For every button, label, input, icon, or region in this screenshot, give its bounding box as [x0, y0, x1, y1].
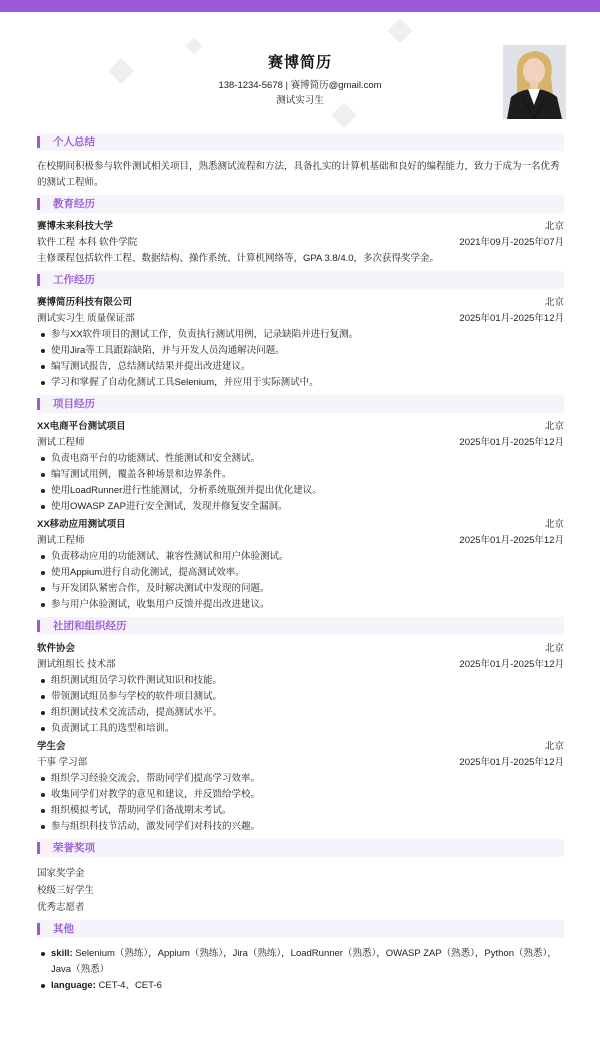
list-item: 使用Jira等工具跟踪缺陷，并与开发人员沟通解决问题。: [37, 343, 564, 359]
school-name: 赛博未来科技大学: [37, 221, 114, 232]
list-item: 使用OWASP ZAP进行安全测试，发现并修复安全漏洞。: [37, 499, 564, 515]
section-title: 其他: [53, 923, 74, 935]
list-item: 收集同学们对教学的意见和建议，并反馈给学校。: [37, 787, 564, 803]
list-item: 组织测试技术交流活动，提高测试水平。: [37, 705, 564, 721]
list-item: 学习和掌握了自动化测试工具Selenium，并应用于实际测试中。: [37, 375, 564, 391]
profile-photo: [503, 45, 566, 119]
list-item: 编写测试用例，覆盖各种场景和边界条件。: [37, 467, 564, 483]
section-title: 个人总结: [53, 136, 95, 148]
entry-location: 北京: [544, 421, 564, 432]
project-entry: [37, 517, 564, 613]
club-bullets: [37, 771, 564, 835]
honor-item: 校级三好学生: [37, 885, 95, 896]
honors-list: [37, 865, 564, 916]
language-text: CET-4、CET-6: [98, 980, 162, 991]
work-entry: [37, 295, 564, 391]
list-item: 编写测试报告，总结测试结果并提出改进建议。: [37, 359, 564, 375]
entry-location: 北京: [544, 297, 564, 308]
contact-info: 138-1234-5678 | 赛博简历@gmail.com: [218, 80, 382, 91]
list-item: 使用LoadRunner进行性能测试，分析系统瓶颈并提出优化建议。: [37, 483, 564, 499]
club-entry: [37, 641, 564, 737]
list-item: 与开发团队紧密合作，及时解决测试中发现的问题。: [37, 581, 564, 597]
work-bullets: [37, 327, 564, 391]
language-label: language:: [51, 980, 96, 991]
project-name: XX电商平台测试项目: [37, 421, 126, 432]
section-education-heading: [37, 195, 564, 213]
entry-dates: 2025年01月-2025年12月: [459, 437, 564, 448]
section-title: 项目经历: [53, 398, 95, 410]
list-item: 参与组织科技节活动，激发同学们对科技的兴趣。: [37, 819, 564, 835]
entry-dates: 2025年01月-2025年12月: [459, 659, 564, 670]
education-note: 主修课程包括软件工程、数据结构、操作系统、计算机网络等，GPA 3.8/4.0，多次获得奖学金。: [37, 253, 440, 264]
list-item: 负责电商平台的功能测试、性能测试和安全测试。: [37, 451, 564, 467]
company-name: 赛博简历科技有限公司: [37, 297, 133, 308]
candidate-name: 赛博简历: [267, 54, 332, 71]
section-clubs-heading: [37, 617, 564, 635]
list-item: 组织模拟考试，帮助同学们备战期末考试。: [37, 803, 564, 819]
avatar-portrait-icon: [503, 45, 566, 119]
entry-location: 北京: [544, 741, 564, 752]
section-title: 工作经历: [53, 274, 95, 286]
section-honors-heading: [37, 839, 564, 857]
skill-item: [37, 946, 564, 978]
entry-dates: 2025年01月-2025年12月: [459, 535, 564, 546]
honor-item: 国家奖学金: [37, 868, 85, 879]
honor-item: 优秀志愿者: [37, 902, 85, 913]
entry-location: 北京: [544, 221, 564, 232]
club-role: 测试组组长 技术部: [37, 659, 116, 670]
club-name: 学生会: [37, 741, 66, 752]
skill-label: skill:: [51, 948, 73, 959]
section-title: 教育经历: [53, 198, 95, 210]
section-work-heading: [37, 271, 564, 289]
project-entry: [37, 419, 564, 515]
list-item: 组织测试组员学习软件测试知识和技能。: [37, 673, 564, 689]
project-bullets: [37, 549, 564, 613]
list-item: 组织学习经验交流会，帮助同学们提高学习效率。: [37, 771, 564, 787]
entry-location: 北京: [544, 643, 564, 654]
section-title: 荣誉奖项: [53, 842, 95, 854]
resume-body: [37, 129, 564, 994]
education-entry: [37, 219, 564, 267]
job-position: 测试实习生 质量保证部: [37, 313, 135, 324]
club-role: 干事 学习部: [37, 757, 88, 768]
list-item: 负责移动应用的功能测试、兼容性测试和用户体验测试。: [37, 549, 564, 565]
list-item: 带领测试组员参与学校的软件项目测试。: [37, 689, 564, 705]
degree-detail: 软件工程 本科 软件学院: [37, 237, 138, 248]
list-item: 负责测试工具的选型和培训。: [37, 721, 564, 737]
entry-dates: 2025年01月-2025年12月: [459, 313, 564, 324]
decorative-diamond: [387, 18, 412, 43]
project-name: XX移动应用测试项目: [37, 519, 126, 530]
list-item: 参与XX软件项目的测试工作，负责执行测试用例，记录缺陷并进行复测。: [37, 327, 564, 343]
language-item: [37, 978, 564, 994]
club-name: 软件协会: [37, 643, 76, 654]
list-item: 参与用户体验测试，收集用户反馈并提出改进建议。: [37, 597, 564, 613]
section-projects-heading: [37, 395, 564, 413]
project-role: 测试工程师: [37, 535, 85, 546]
target-role: 测试实习生: [276, 95, 324, 107]
top-accent-bar: [0, 0, 600, 12]
project-bullets: [37, 451, 564, 515]
entry-dates: 2025年01月-2025年12月: [459, 757, 564, 768]
section-summary-heading: [37, 133, 564, 151]
skill-text: Selenium（熟练），Appium（熟练），Jira（熟练），LoadRunner（熟悉），OWASP ZAP（熟悉），Python（熟悉），Java（熟悉）: [51, 948, 557, 975]
club-entry: [37, 739, 564, 835]
summary-text: 在校期间积极参与软件测试相关项目，熟悉测试流程和方法，具备扎实的计算机基础和良好的编程能力，致力于成为一名优秀的测试工程师。: [37, 161, 560, 188]
section-title: 社团和组织经历: [53, 620, 127, 632]
entry-location: 北京: [544, 519, 564, 530]
section-other-heading: [37, 920, 564, 938]
club-bullets: [37, 673, 564, 737]
project-role: 测试工程师: [37, 437, 85, 448]
list-item: 使用Appium进行自动化测试，提高测试效率。: [37, 565, 564, 581]
other-list: [37, 946, 564, 994]
entry-dates: 2021年09月-2025年07月: [459, 237, 564, 248]
